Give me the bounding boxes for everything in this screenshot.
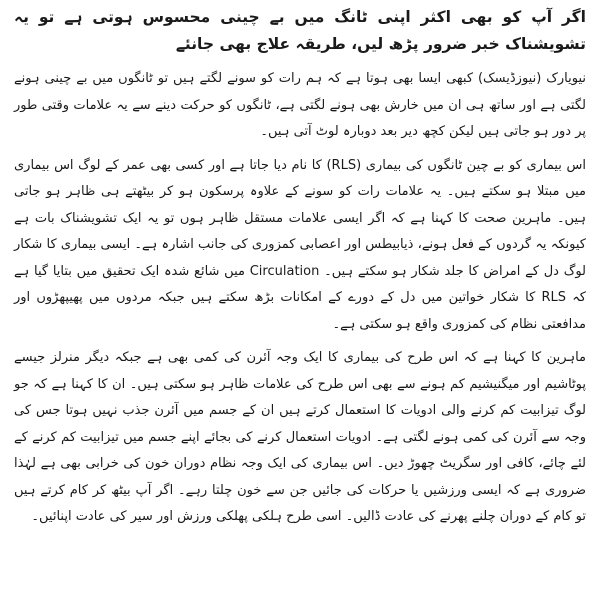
- article-paragraph-intro: نیویارک (نیوزڈیسک) کبھی ایسا بھی ہوتا ہے کہ ہم رات کو سونے لگتے ہیں تو ٹانگوں میں بے چینی ہونے لگتی ہے اور ساتھ ہی ان میں خارش بھی ہونے لگتی ہے، ٹانگوں کو حرکت دینے سے یہ علامات وقتی طور پر دور ہو جاتی ہیں لیکن کچھ دیر بعد دوبارہ لوٹ آتی ہیں۔: [14, 71, 586, 139]
- article-paragraph-treatment: ماہرین کا کہنا ہے کہ اس طرح کی بیماری کا ایک وجہ آئرن کی کمی بھی ہے جبکہ دیگر منرلز جیسے پوٹاشیم اور میگنیشیم کم ہونے سے بھی اس طرح کی علامات ظاہر ہو سکتی ہیں۔ ان کا کہنا ہے کہ جو لوگ تیزابیت کم کرنے والی ادویات کا استعمال کرتے ہیں ان کے جسم میں آئرن جذب نہیں ہوتا جس کی وجہ سے آئرن کی کمی ہونے لگتی ہے۔ ادویات استعمال کرنے کی بجائے اپنے جسم میں تیزابیت کم کرنے کے لئے چائے، کافی اور سگریٹ چھوڑ دیں۔ اس بیماری کی ایک وجہ نظام دوران خون کی خرابی بھی ہے لہٰذا ضروری ہے کہ ایسی ورزشیں یا حرکات کی جائیں جن سے خون چلتا رہے۔ اگر آپ بیٹھ کر کام کرتے ہیں تو کام کے دوران چلنے پھرنے کی عادت ڈالیں۔ اسی طرح ہلکی پھلکی ورزش اور سیر کی عادت اپنائیں۔: [14, 350, 586, 524]
- article: [14, 4, 586, 538]
- article-headline: اگر آپ کو بھی اکثر اپنی ٹانگ میں بے چینی محسوس ہوتی ہے تو یہ تشویشناک خبر ضرور پڑھ لیں، طریقہ علاج بھی جانئے: [14, 8, 586, 53]
- article-paragraph-rls: اس بیماری کو بے چین ٹانگوں کی بیماری (RLS) کا نام دیا جاتا ہے اور کسی بھی عمر کے لوگ اس بیماری میں مبتلا ہو سکتے ہیں۔ یہ علامات رات کو سونے کے علاوہ پرسکون ہو کر بیٹھتے ہی ظاہر ہو جاتی ہیں۔ ماہرین صحت کا کہنا ہے کہ اگر ایسی علامات مستقل ظاہر ہوں تو یہ ایک تشویشناک بات ہے کیونکہ یہ گردوں کے فعل ہونے، ذیابیطس اور اعصابی کمزوری کی جانب اشارہ ہے۔ ایسی بیماری کا شکار لوگ دل کے امراض کا جلد شکار ہو سکتے ہیں۔ Circulation میں شائع شدہ ایک تحقیق میں بتایا گیا ہے کہ RLS کا شکار خواتین میں دل کے دورے کے امکانات بڑھ سکتے ہیں جبکہ مردوں میں پھیپھڑوں اور مدافعتی نظام کی کمزوری واقع ہو سکتی ہے۔: [14, 157, 587, 332]
